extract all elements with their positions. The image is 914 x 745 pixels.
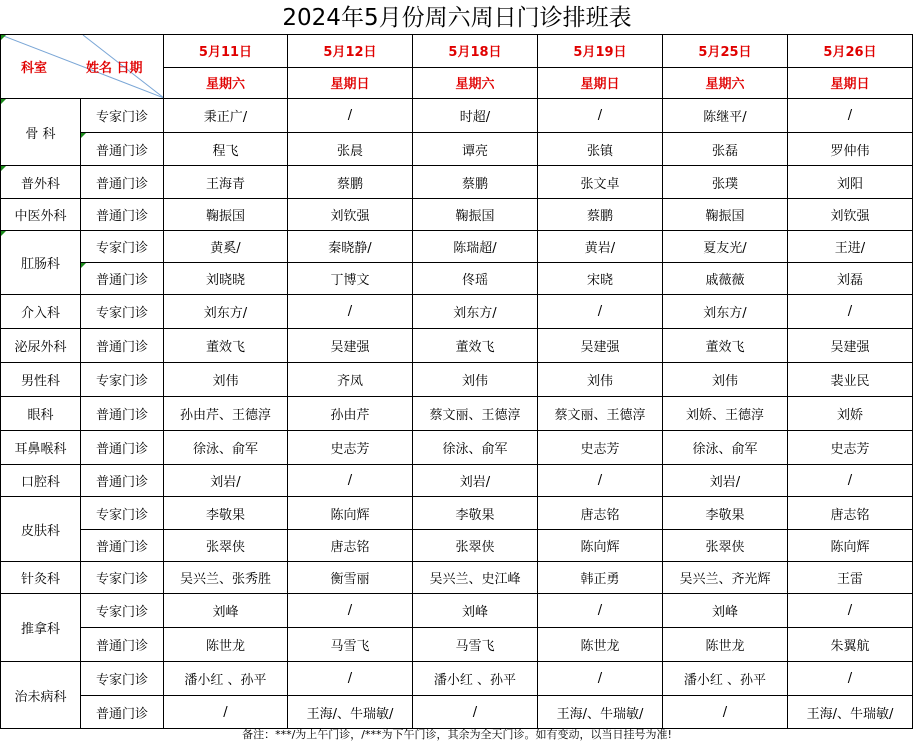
department-cell xyxy=(1,166,81,199)
page-title: 2024年5月份周六周日门诊排班表 xyxy=(282,5,632,31)
doctor-cell: 宋晓 xyxy=(538,263,663,295)
department-cell xyxy=(1,594,81,662)
cell-marker xyxy=(81,263,86,268)
doctor-cell: / xyxy=(788,99,913,133)
doctor-cell: / xyxy=(164,696,288,729)
doctor-cell: 刘娇、王德淳 xyxy=(663,397,788,431)
doctor-cell: 吴建强 xyxy=(288,329,413,363)
doctor-cell: 徐泳、俞军 xyxy=(413,431,538,465)
table-row xyxy=(1,329,913,363)
doctor-cell: 张晨 xyxy=(288,133,413,166)
table-row xyxy=(1,594,913,628)
doctor-cell: 史志芳 xyxy=(788,431,913,465)
department-cell xyxy=(1,465,81,497)
table-row xyxy=(1,363,913,397)
doctor-cell: 陈世龙 xyxy=(663,628,788,662)
doctor-cell: 佟瑶 xyxy=(413,263,538,295)
doctor-cell: / xyxy=(288,295,413,329)
clinic-type-cell: 专家门诊 xyxy=(81,363,164,397)
weekday-header: 星期六 xyxy=(413,67,538,99)
clinic-type-cell: 专家门诊 xyxy=(81,231,164,263)
doctor-cell: 刘峰 xyxy=(413,594,538,628)
doctor-cell: 刘东方/ xyxy=(663,295,788,329)
table-row xyxy=(1,497,913,530)
department-name: 口腔科 xyxy=(20,475,60,490)
doctor-cell: 刘伟 xyxy=(164,363,288,397)
clinic-type-cell: 普通门诊 xyxy=(81,263,164,295)
doctor-cell: 蔡鹏 xyxy=(288,166,413,199)
doctor-cell: 陈向辉 xyxy=(538,530,663,562)
corner-header xyxy=(1,35,164,99)
doctor-cell: 鞠振国 xyxy=(663,199,788,231)
doctor-cell: 鞠振国 xyxy=(164,199,288,231)
department-name: 治未病科 xyxy=(14,689,67,705)
name-date-label: 姓名 日期 xyxy=(86,61,143,76)
clinic-type-cell: 普通门诊 xyxy=(81,133,164,166)
table-row xyxy=(1,99,913,133)
doctor-cell: 罗仲伟 xyxy=(788,133,913,166)
table-row xyxy=(1,199,913,231)
department-name: 耳鼻喉科 xyxy=(14,442,67,457)
department-cell xyxy=(1,662,81,729)
clinic-type-cell: 普通门诊 xyxy=(81,329,164,363)
doctor-cell: 张磊 xyxy=(663,133,788,166)
clinic-type-cell: 专家门诊 xyxy=(81,662,164,696)
doctor-cell: 夏友光/ xyxy=(663,231,788,263)
doctor-cell: 陈世龙 xyxy=(164,628,288,662)
department-name: 针灸科 xyxy=(20,572,60,587)
department-name: 中医外科 xyxy=(14,209,67,224)
doctor-cell: 马雪飞 xyxy=(288,628,413,662)
cell-marker xyxy=(81,133,86,138)
table-row xyxy=(1,662,913,696)
department-cell xyxy=(1,231,81,295)
doctor-cell: 蔡鹏 xyxy=(538,199,663,231)
doctor-cell: 刘东方/ xyxy=(413,295,538,329)
clinic-type-cell: 专家门诊 xyxy=(81,594,164,628)
department-name: 泌尿外科 xyxy=(14,340,67,355)
cell-marker xyxy=(1,99,6,104)
doctor-cell: / xyxy=(788,594,913,628)
table-row xyxy=(1,696,913,729)
doctor-cell: 陈瑞超/ xyxy=(413,231,538,263)
header-row-dates xyxy=(1,35,913,68)
department-cell xyxy=(1,329,81,363)
cell-marker xyxy=(1,35,6,40)
doctor-cell: / xyxy=(663,696,788,729)
table-row xyxy=(1,397,913,431)
department-cell xyxy=(1,431,81,465)
doctor-cell: 齐凤 xyxy=(288,363,413,397)
doctor-cell: 刘岩/ xyxy=(164,465,288,497)
doctor-cell: / xyxy=(788,662,913,696)
department-name: 男性科 xyxy=(20,374,60,389)
doctor-cell: 刘娇 xyxy=(788,397,913,431)
doctor-cell: / xyxy=(288,99,413,133)
department-name: 介入科 xyxy=(20,306,60,321)
doctor-cell: 董效飞 xyxy=(164,329,288,363)
table-row xyxy=(1,231,913,263)
doctor-cell: 吴建强 xyxy=(538,329,663,363)
footnote: 备注：***/为上午门诊，/***为下午门诊，其余为全天门诊。如有变动，以当日挂号为准! xyxy=(242,728,672,741)
clinic-type-cell: 普通门诊 xyxy=(81,696,164,729)
table-row xyxy=(1,530,913,562)
doctor-cell: 唐志铭 xyxy=(538,497,663,530)
doctor-cell: 唐志铭 xyxy=(288,530,413,562)
dept-column-label: 科室 xyxy=(21,61,48,76)
doctor-cell: 孙由芹、王德淳 xyxy=(164,397,288,431)
doctor-cell: 韩正勇 xyxy=(538,562,663,594)
doctor-cell: 刘伟 xyxy=(663,363,788,397)
doctor-cell: 衡雪丽 xyxy=(288,562,413,594)
doctor-cell: 刘东方/ xyxy=(164,295,288,329)
doctor-cell: 刘伟 xyxy=(413,363,538,397)
doctor-cell: / xyxy=(538,662,663,696)
department-name: 皮肤科 xyxy=(20,523,60,539)
weekday-header: 星期日 xyxy=(538,67,663,99)
doctor-cell: 李敬果 xyxy=(413,497,538,530)
doctor-cell: 张翠侠 xyxy=(413,530,538,562)
weekday-header: 星期六 xyxy=(164,67,288,99)
doctor-cell: 陈世龙 xyxy=(538,628,663,662)
department-name: 推拿科 xyxy=(20,622,60,637)
table-row xyxy=(1,431,913,465)
doctor-cell: / xyxy=(288,465,413,497)
doctor-cell: 王海/、牛瑞敏/ xyxy=(288,696,413,729)
doctor-cell: 蔡文丽、王德淳 xyxy=(413,397,538,431)
department-cell xyxy=(1,295,81,329)
date-header: 5月18日 xyxy=(413,35,538,68)
doctor-cell: 吴兴兰、史江峰 xyxy=(413,562,538,594)
department-name: 骨 科 xyxy=(25,126,56,142)
clinic-type-cell: 普通门诊 xyxy=(81,397,164,431)
clinic-type-cell: 普通门诊 xyxy=(81,431,164,465)
doctor-cell: 吴兴兰、张秀胜 xyxy=(164,562,288,594)
weekday-header: 星期日 xyxy=(288,67,413,99)
department-name: 眼科 xyxy=(27,408,54,423)
doctor-cell: 潘小红 、孙平 xyxy=(663,662,788,696)
department-cell xyxy=(1,99,81,166)
doctor-cell: 刘晓晓 xyxy=(164,263,288,295)
table-row xyxy=(1,465,913,497)
doctor-cell: 时超/ xyxy=(413,99,538,133)
doctor-cell: 刘峰 xyxy=(663,594,788,628)
department-name: 普外科 xyxy=(20,176,60,192)
clinic-type-cell: 专家门诊 xyxy=(81,295,164,329)
department-cell xyxy=(1,199,81,231)
doctor-cell: / xyxy=(288,662,413,696)
date-header: 5月26日 xyxy=(788,35,913,68)
clinic-type-cell: 专家门诊 xyxy=(81,99,164,133)
doctor-cell: 王海青 xyxy=(164,166,288,199)
doctor-cell: 程飞 xyxy=(164,133,288,166)
doctor-cell: 刘峰 xyxy=(164,594,288,628)
doctor-cell: 张璞 xyxy=(663,166,788,199)
doctor-cell: 张翠侠 xyxy=(663,530,788,562)
clinic-type-cell: 普通门诊 xyxy=(81,628,164,662)
date-header: 5月25日 xyxy=(663,35,788,68)
clinic-type-cell: 普通门诊 xyxy=(81,465,164,497)
table-row xyxy=(1,295,913,329)
doctor-cell: 刘岩/ xyxy=(413,465,538,497)
department-cell xyxy=(1,562,81,594)
doctor-cell: 王进/ xyxy=(788,231,913,263)
doctor-cell: 潘小红 、孙平 xyxy=(164,662,288,696)
doctor-cell: 史志芳 xyxy=(538,431,663,465)
doctor-cell: 刘岩/ xyxy=(663,465,788,497)
doctor-cell: / xyxy=(788,465,913,497)
doctor-cell: 黄岩/ xyxy=(538,231,663,263)
doctor-cell: 李敬果 xyxy=(164,497,288,530)
doctor-cell: 王海/、牛瑞敏/ xyxy=(788,696,913,729)
clinic-type-cell: 普通门诊 xyxy=(81,166,164,199)
cell-marker xyxy=(1,231,6,236)
date-header: 5月11日 xyxy=(164,35,288,68)
doctor-cell: 唐志铭 xyxy=(788,497,913,530)
doctor-cell: 刘阳 xyxy=(788,166,913,199)
doctor-cell: 裴业民 xyxy=(788,363,913,397)
doctor-cell: 蔡鹏 xyxy=(413,166,538,199)
table-row xyxy=(1,562,913,594)
cell-marker xyxy=(1,166,6,171)
doctor-cell: 刘伟 xyxy=(538,363,663,397)
doctor-cell: / xyxy=(788,295,913,329)
doctor-cell: / xyxy=(538,99,663,133)
doctor-cell: 董效飞 xyxy=(413,329,538,363)
doctor-cell: 朱翼航 xyxy=(788,628,913,662)
doctor-cell: 谭亮 xyxy=(413,133,538,166)
clinic-type-cell: 专家门诊 xyxy=(81,497,164,530)
doctor-cell: 丁博文 xyxy=(288,263,413,295)
doctor-cell: 李敬果 xyxy=(663,497,788,530)
doctor-cell: 张翠侠 xyxy=(164,530,288,562)
department-cell xyxy=(1,363,81,397)
department-name: 肛肠科 xyxy=(20,257,60,272)
doctor-cell: 陈继平/ xyxy=(663,99,788,133)
table-row xyxy=(1,166,913,199)
date-header: 5月12日 xyxy=(288,35,413,68)
doctor-cell: 孙由芹 xyxy=(288,397,413,431)
clinic-type-cell: 专家门诊 xyxy=(81,562,164,594)
doctor-cell: 王海/、牛瑞敏/ xyxy=(538,696,663,729)
date-header: 5月19日 xyxy=(538,35,663,68)
doctor-cell: / xyxy=(538,465,663,497)
doctor-cell: 陈向辉 xyxy=(788,530,913,562)
doctor-cell: / xyxy=(288,594,413,628)
doctor-cell: 刘钦强 xyxy=(788,199,913,231)
doctor-cell: / xyxy=(538,594,663,628)
doctor-cell: 黄奚/ xyxy=(164,231,288,263)
schedule-table xyxy=(0,34,913,729)
doctor-cell: 吴建强 xyxy=(788,329,913,363)
doctor-cell: 吴兴兰、齐光辉 xyxy=(663,562,788,594)
doctor-cell: 蔡文丽、王德淳 xyxy=(538,397,663,431)
doctor-cell: / xyxy=(538,295,663,329)
table-row xyxy=(1,628,913,662)
clinic-type-cell: 普通门诊 xyxy=(81,530,164,562)
weekday-header: 星期日 xyxy=(788,67,913,99)
table-row xyxy=(1,133,913,166)
doctor-cell: 陈向辉 xyxy=(288,497,413,530)
department-cell xyxy=(1,497,81,562)
doctor-cell: 张文卓 xyxy=(538,166,663,199)
clinic-type-cell: 普通门诊 xyxy=(81,199,164,231)
doctor-cell: 戚薇薇 xyxy=(663,263,788,295)
department-cell xyxy=(1,397,81,431)
doctor-cell: 潘小红 、孙平 xyxy=(413,662,538,696)
doctor-cell: 刘钦强 xyxy=(288,199,413,231)
doctor-cell: 徐泳、俞军 xyxy=(164,431,288,465)
doctor-cell: 徐泳、俞军 xyxy=(663,431,788,465)
doctor-cell: 刘磊 xyxy=(788,263,913,295)
doctor-cell: 鞠振国 xyxy=(413,199,538,231)
doctor-cell: / xyxy=(413,696,538,729)
weekday-header: 星期六 xyxy=(663,67,788,99)
doctor-cell: 史志芳 xyxy=(288,431,413,465)
doctor-cell: 马雪飞 xyxy=(413,628,538,662)
doctor-cell: 秦晓静/ xyxy=(288,231,413,263)
doctor-cell: 秉正广/ xyxy=(164,99,288,133)
doctor-cell: 张镇 xyxy=(538,133,663,166)
doctor-cell: 董效飞 xyxy=(663,329,788,363)
table-row xyxy=(1,263,913,295)
doctor-cell: 王雷 xyxy=(788,562,913,594)
